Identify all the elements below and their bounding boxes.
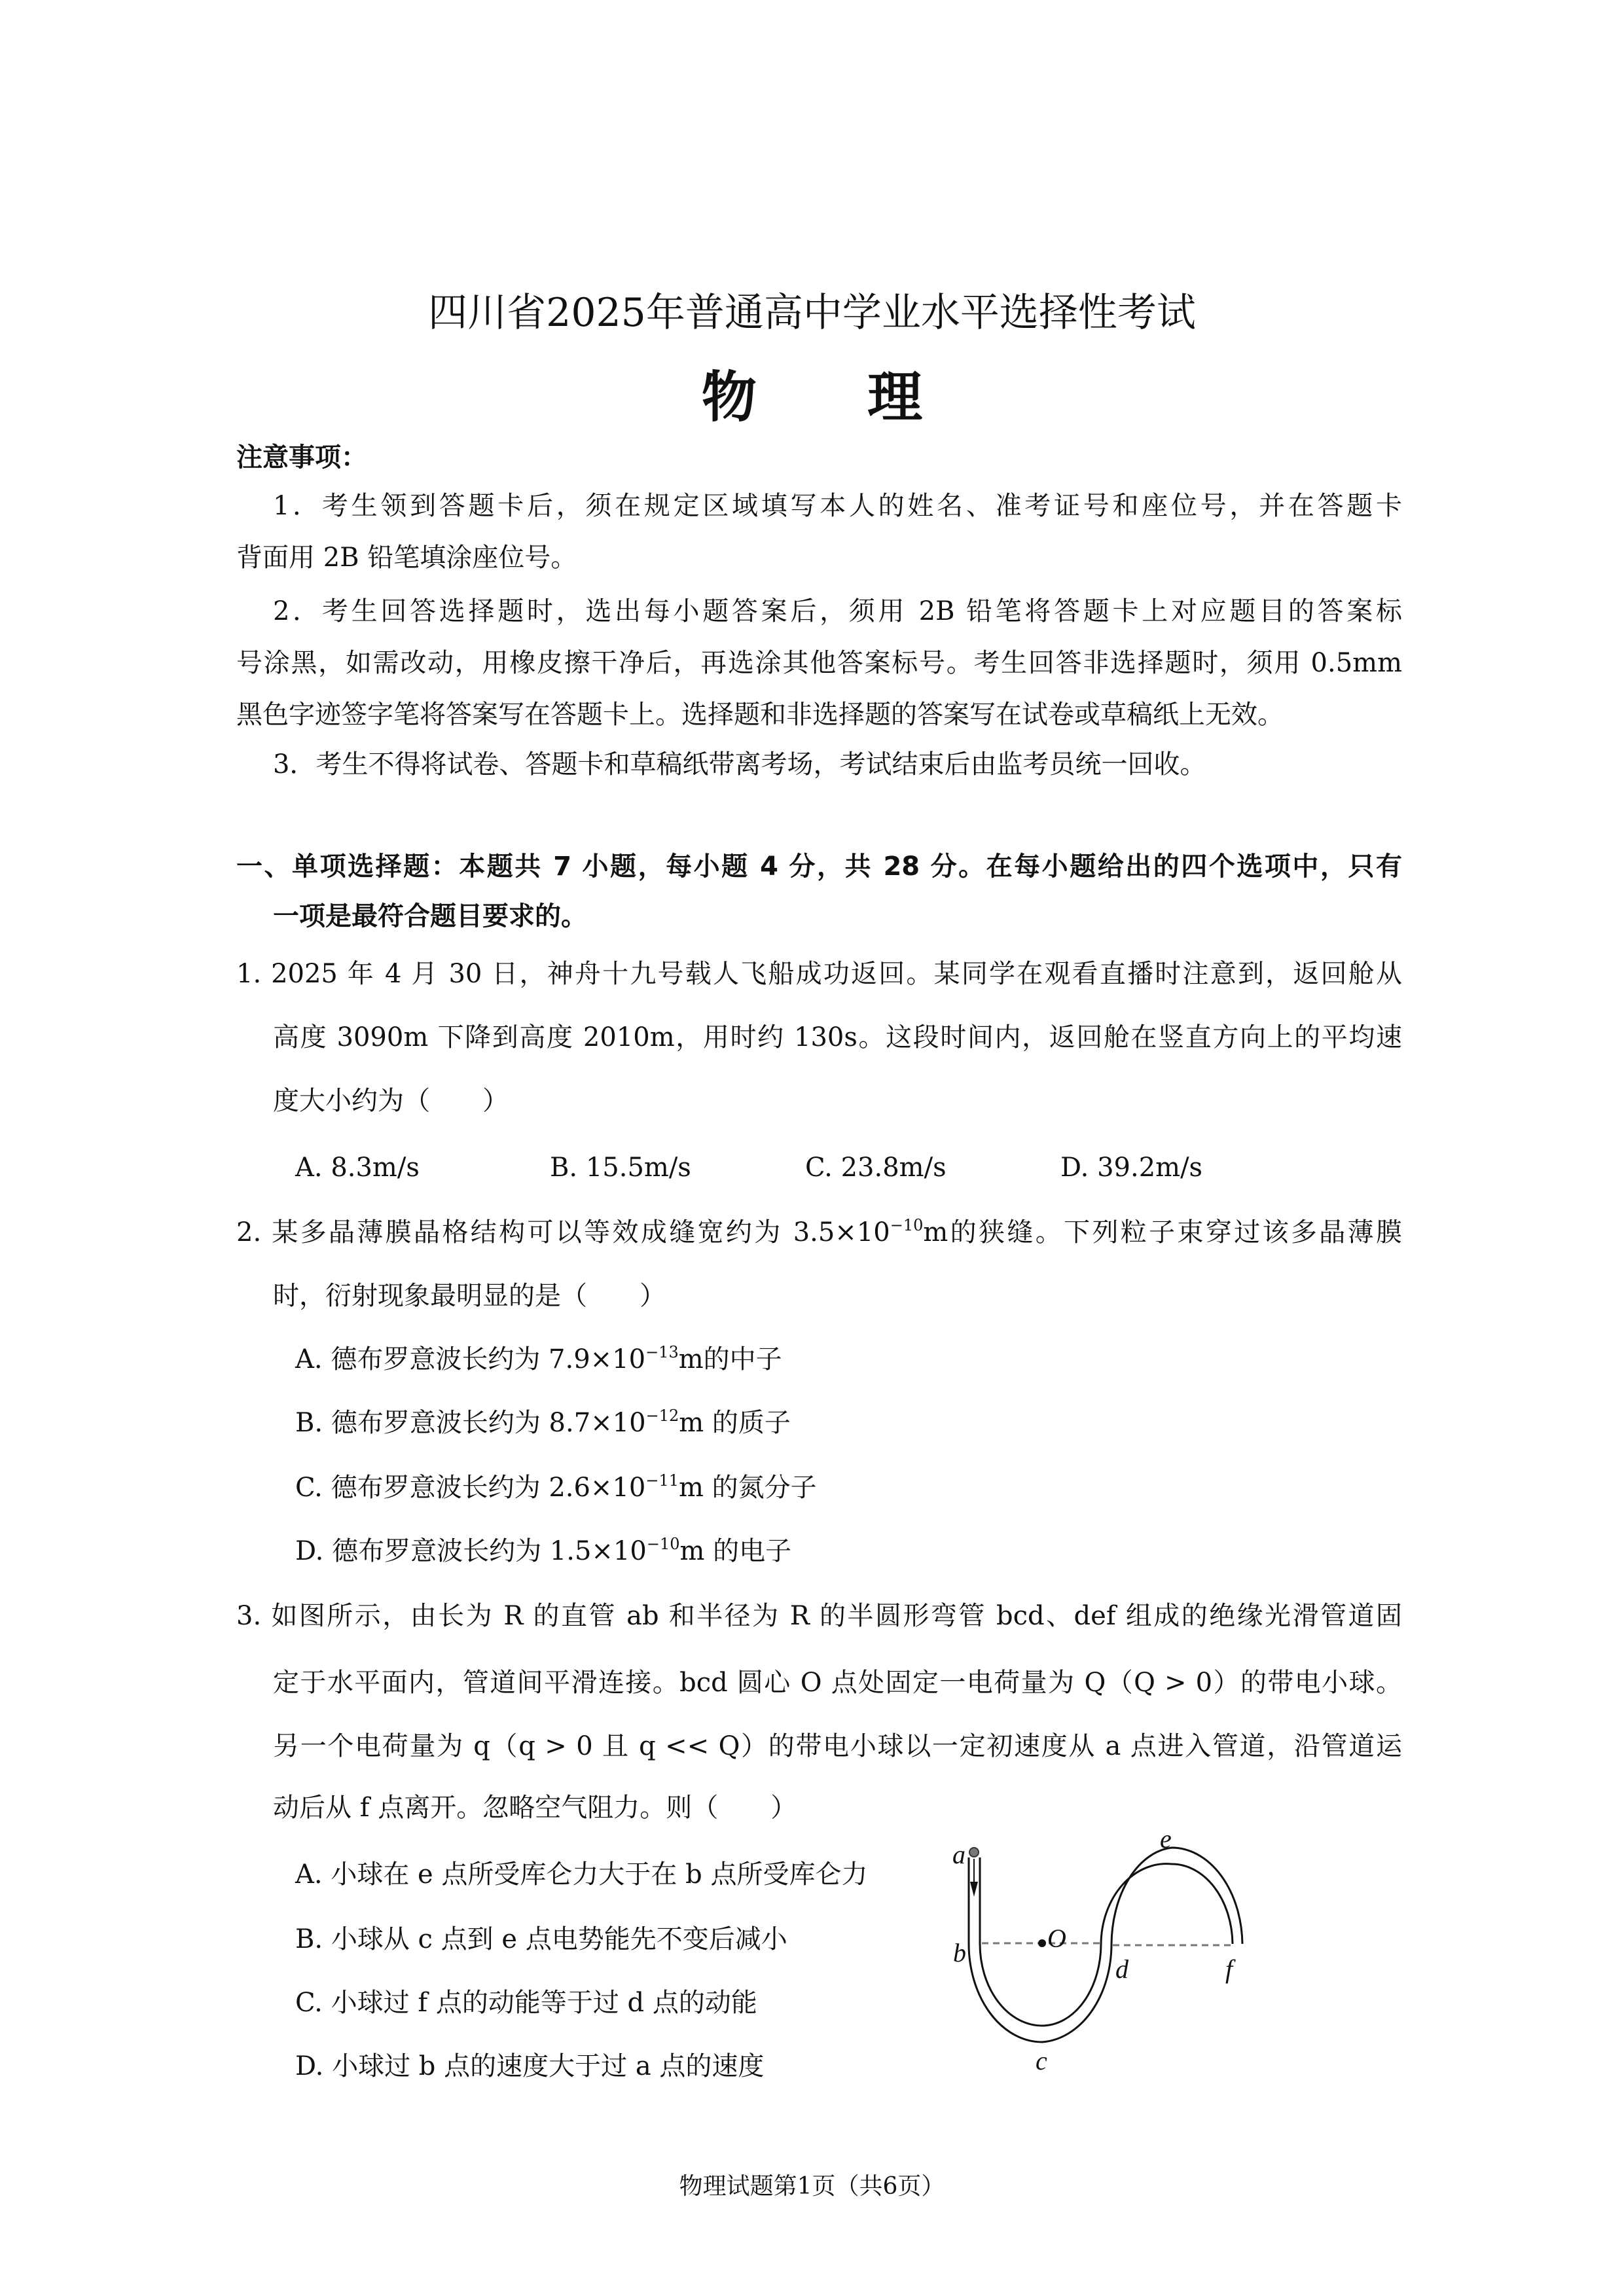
arrow-head [970, 1882, 978, 1897]
notice-line: 3．考生不得将试卷、答题卡和草稿纸带离考场，考试结束后由监考员统一回收。 [273, 749, 1206, 780]
notice-line: 1．考生领到答题卡后，须在规定区域填写本人的姓名、准考证号和座位号，并在答题卡 [273, 491, 1402, 521]
subject-title: 物 理 [701, 365, 969, 429]
label-b: b [953, 1938, 966, 1967]
q3-stem: 动后从 f 点离开。忽略空气阻力。则（ ） [273, 1793, 797, 1823]
page-footer: 物理试题第1页（共6页） [679, 2173, 945, 2200]
q3-stem: 定于水平面内，管道间平滑连接。bcd 圆心 O 点处固定一电荷量为 Q（Q > 0）的带电小球。 [273, 1668, 1402, 1698]
q2-option-a: A. 德布罗意波长约为 $7.9\times 10^{-13}m$的中子 [295, 1343, 782, 1374]
label-d: d [1115, 1954, 1128, 1984]
q1-stem: 度大小约为（ ） [273, 1086, 509, 1116]
notice-line: 2．考生回答选择题时，选出每小题答案后，须用 2B 铅笔将答题卡上对应题目的答案标 [273, 596, 1402, 626]
label-c: c [1036, 2046, 1047, 2075]
q1-option-a: A. 8.3m/s [295, 1153, 420, 1183]
q2-text: m的狭缝。下列粒子束穿过该多晶薄膜 [923, 1217, 1403, 1247]
q1-stem: 1. 2025 年 4 月 30 日，神舟十九号载人飞船成功返回。某同学在观看直播时注意到，返回舱从 [236, 959, 1402, 989]
section-heading-cont: 一项是最符合题目要求的。 [273, 901, 587, 931]
notice-line: 号涂黑，如需改动，用橡皮擦干净后，再选涂其他答案标号。考生回答非选择题时，须用 0.5mm [236, 648, 1402, 678]
pipe-inner [980, 1857, 1233, 2026]
notice-line: 黑色字迹签字笔将答案写在答题卡上。选择题和非选择题的答案写在试卷或草稿纸上无效。 [236, 700, 1284, 730]
section-heading: 一、单项选择题：本题共 7 小题，每小题 4 分，共 28 分。在每小题给出的四个选项中，只有 [236, 852, 1402, 882]
exam-title: 四川省2025年普通高中学业水平选择性考试 [428, 290, 1196, 336]
q3-stem: 另一个电荷量为 q（q > 0 且 q << Q）的带电小球以一定初速度从 a 点进入管道，沿管道运 [273, 1731, 1402, 1761]
q2-exponent: −10 [890, 1216, 924, 1234]
q1-option-b: B. 15.5m/s [550, 1153, 691, 1183]
q3-option-a: A. 小球在 e 点所受库仑力大于在 b 点所受库仑力 [295, 1859, 868, 1890]
label-a: a [952, 1840, 965, 1869]
q3-stem: 3. 如图所示，由长为 R 的直管 ab 和半径为 R 的半圆形弯管 bcd、def 组成的绝缘光滑管道固 [236, 1601, 1402, 1631]
q2-text: 2. 某多晶薄膜晶格结构可以等效成缝宽约为 3.5×10 [236, 1217, 890, 1247]
notice-heading: 注意事项： [236, 442, 367, 473]
q3-option-c: C. 小球过 f 点的动能等于过 d 点的动能 [295, 1988, 757, 2018]
q1-stem: 高度 3090m 下降到高度 2010m，用时约 130s。这段时间内，返回舱在竖直方向上的平均速 [273, 1022, 1402, 1052]
q2-option-c: C. 德布罗意波长约为 $2.6\times 10^{-11}m$ 的氮分子 [295, 1471, 817, 1503]
ball-icon [969, 1848, 979, 1857]
label-f: f [1225, 1954, 1233, 1984]
label-e: e [1160, 1824, 1172, 1854]
q1-option-d: D. 39.2m/s [1060, 1153, 1203, 1183]
q3-option-b: B. 小球从 c 点到 e 点电势能先不变后减小 [295, 1924, 787, 1954]
q2-stem: 时，衍射现象最明显的是（ ） [273, 1281, 666, 1311]
label-O: O [1047, 1924, 1066, 1953]
q2-option-b: B. 德布罗意波长约为 $8.7\times 10^{-12}m$ 的质子 [295, 1407, 791, 1438]
q2-option-d: D. 德布罗意波长约为 $1.5\times 10^{-10}m$ 的电子 [295, 1535, 792, 1566]
q1-option-c: C. 23.8m/s [805, 1153, 947, 1183]
q3-option-d: D. 小球过 b 点的速度大于过 a 点的速度 [295, 2051, 765, 2081]
center-charge-dot [1038, 1939, 1046, 1947]
notice-line: 背面用 2B 铅笔填涂座位号。 [236, 543, 577, 573]
